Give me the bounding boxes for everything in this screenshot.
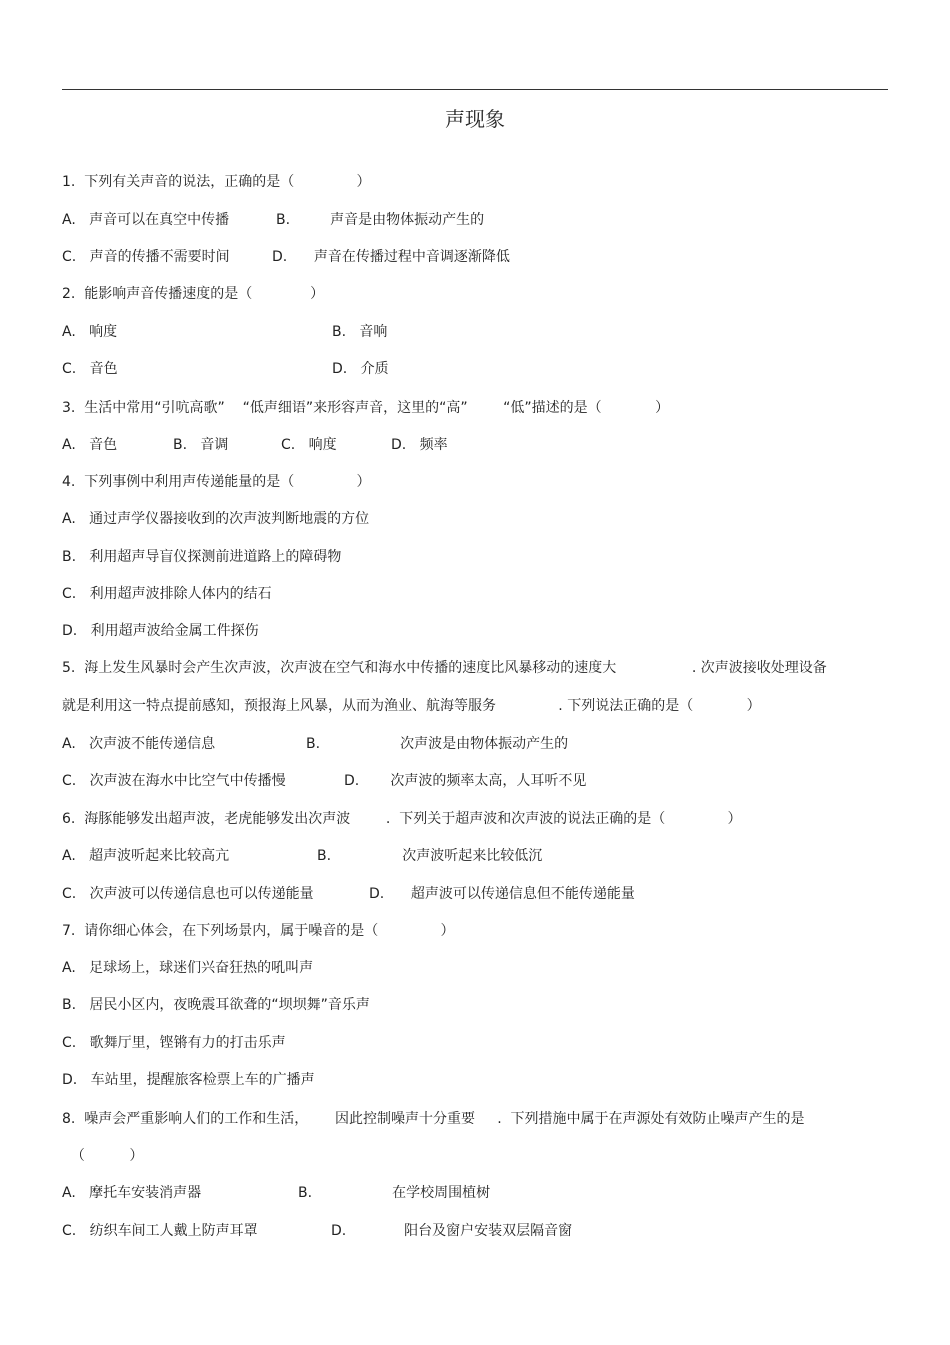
question-5-stem: 5. 海上发生风暴时会产生次声波，次声波在空气和海水中传播的速度比风暴移动的速度大 . 次声波接收处理设备 — [62, 660, 827, 676]
header-rule — [62, 89, 888, 90]
option-b: B. 次声波听起来比较低沉 — [317, 848, 543, 864]
option-a: A. 响度 — [62, 324, 118, 340]
option-a: A. 音色 — [62, 437, 118, 453]
question-4-stem: 4. 下列事例中利用声传递能量的是（ ） — [62, 474, 371, 490]
question-5-stem-continued: 就是利用这一特点提前感知，预报海上风暴，从而为渔业、航海等服务 . 下列说法正确的是（ ） — [62, 698, 761, 714]
question-7-option-d: D. 车站里，提醒旅客检票上车的广播声 — [62, 1072, 315, 1088]
option-c: C. 纺织车间工人戴上防声耳罩 — [62, 1223, 258, 1239]
question-7-option-b: B. 居民小区内，夜晚震耳欲聋的“坝坝舞”音乐声 — [62, 997, 370, 1013]
question-2-stem: 2. 能影响声音传播速度的是（ ） — [62, 286, 325, 302]
option-b: B. 声音是由物体振动产生的 — [276, 212, 485, 228]
option-c: C. 音色 — [62, 361, 118, 377]
option-d: D. 超声波可以传递信息但不能传递能量 — [369, 886, 635, 902]
question-7-option-c: C. 歌舞厅里，铿锵有力的打击乐声 — [62, 1035, 286, 1051]
question-7-stem: 7. 请你细心体会，在下列场景内，属于噪音的是（ ） — [62, 923, 455, 939]
option-a: A. 摩托车安装消声器 — [62, 1185, 202, 1201]
page-title: 声现象 — [445, 107, 505, 131]
option-a: A. 次声波不能传递信息 — [62, 736, 216, 752]
option-b: B. 音调 — [173, 437, 229, 453]
option-c: C. 次声波可以传递信息也可以传递能量 — [62, 886, 314, 902]
question-6-stem: 6. 海豚能够发出超声波，老虎能够发出次声波 . 下列关于超声波和次声波的说法正确的是（ ） — [62, 811, 742, 827]
question-8-option-row — [62, 1221, 573, 1281]
question-8-stem-continued: （ ） — [62, 1148, 144, 1164]
question-1-stem: 1. 下列有关声音的说法，正确的是（ ） — [62, 174, 371, 190]
question-4-option-c: C. 利用超声波排除人体内的结石 — [62, 586, 272, 602]
option-d: D. 声音在传播过程中音调逐渐降低 — [272, 249, 510, 265]
option-c: C. 次声波在海水中比空气中传播慢 — [62, 773, 286, 789]
option-c: C. 响度 — [281, 437, 337, 453]
question-4-option-d: D. 利用超声波给金属工件探伤 — [62, 623, 259, 639]
question-3-stem: 3. 生活中常用“引吭高歌” “低声细语”来形容声音，这里的“高” “低”描述的是（ ） — [62, 400, 670, 416]
option-d: D. 阳台及窗户安装双层隔音窗 — [331, 1223, 573, 1239]
question-8-stem: 8. 噪声会严重影响人们的工作和生活， 因此控制噪声十分重要 . 下列措施中属于在声源处有效防止噪声产生的是 — [62, 1111, 805, 1127]
option-b: B. 次声波是由物体振动产生的 — [306, 736, 569, 752]
question-4-option-a: A. 通过声学仪器接收到的次声波判断地震的方位 — [62, 511, 370, 527]
option-d: D. 介质 — [332, 361, 389, 377]
question-4-option-b: B. 利用超声导盲仪探测前进道路上的障碍物 — [62, 549, 342, 565]
option-c: C. 声音的传播不需要时间 — [62, 249, 230, 265]
question-7-option-a: A. 足球场上，球迷们兴奋狂热的吼叫声 — [62, 960, 314, 976]
option-a: A. 声音可以在真空中传播 — [62, 212, 230, 228]
option-d: D. 次声波的频率太高，人耳听不见 — [344, 773, 587, 789]
option-b: B. 在学校周围植树 — [298, 1185, 491, 1201]
option-d: D. 频率 — [391, 437, 448, 453]
option-b: B. 音响 — [332, 324, 388, 340]
option-a: A. 超声波听起来比较高亢 — [62, 848, 230, 864]
